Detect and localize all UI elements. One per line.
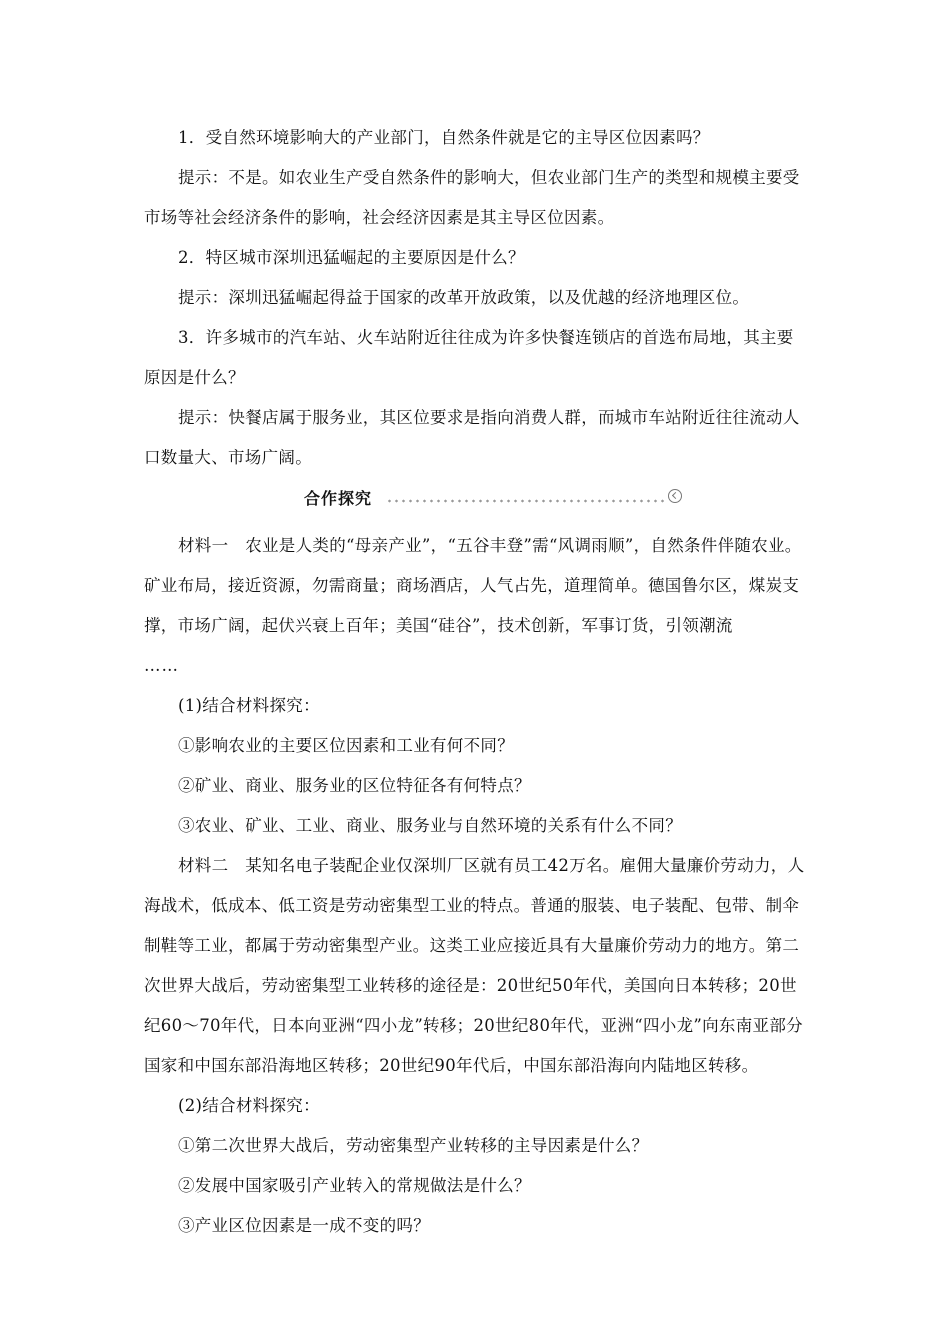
question-3: 3．许多城市的汽车站、火车站附近往往成为许多快餐连锁店的首选布局地，其主要原因是什么？ [144, 328, 794, 387]
explore-1-heading: (1)结合材料探究： [178, 696, 320, 715]
explore-2-item: ①第二次世界大战后，劳动密集型产业转移的主导因素是什么？ [178, 1136, 649, 1155]
answer-2: 提示：深圳迅猛崛起得益于国家的改革开放政策，以及优越的经济地理区位。 [178, 288, 750, 307]
explore-2-heading: (2)结合材料探究： [178, 1096, 320, 1115]
material-2: 材料二 某知名电子装配企业仅深圳厂区就有员工42万名。雇佣大量廉价劳动力，人海战术，低成本、低工资是劳动密集型工业的特点。普通的服装、电子装配、包带、制伞制鞋等工业，都属于劳动密集型产业。这类工业应接近具有大量廉价劳动力的地方。第二次世界大战后，劳动密集型工业转移的途径是：20世纪50年代，美国向日本转移；20世纪60～70年代，日本向亚洲“四小龙”转移；20世纪80年代，亚洲“四小龙”向东南亚部分国家和中国东部沿海地区转移；20世纪90年代后，中国东部沿海向内陆地区转移。 [144, 856, 805, 1075]
material-1-ellipsis: …… [144, 656, 179, 675]
section-header [144, 482, 808, 518]
material-1: 材料一 农业是人类的“母亲产业”，“五谷丰登”需“风调雨顺”，自然条件伴随农业。矿业布局，接近资源，勿需商量；商场酒店，人气占先，道理简单。德国鲁尔区，煤炭支撑，市场广阔，起伏兴衰上百年；美国“硅谷”，技术创新，军事订货，引领潮流 [144, 536, 802, 635]
document-content [144, 118, 808, 1246]
answer-3: 提示：快餐店属于服务业，其区位要求是指向消费人群，而城市车站附近往往流动人口数量大、市场广阔。 [144, 408, 800, 467]
answer-1: 提示：不是。如农业生产受自然条件的影响大，但农业部门生产的类型和规模主要受市场等社会经济条件的影响，社会经济因素是其主导区位因素。 [144, 168, 800, 227]
explore-1-item: ②矿业、商业、服务业的区位特征各有何特点？ [178, 776, 531, 795]
question-1: 1．受自然环境影响大的产业部门，自然条件就是它的主导区位因素吗？ [178, 128, 710, 147]
explore-2-item: ②发展中国家吸引产业转入的常规做法是什么？ [178, 1176, 531, 1195]
section-title: 合作探究 [304, 489, 373, 508]
question-2: 2．特区城市深圳迅猛崛起的主要原因是什么？ [178, 248, 525, 267]
chevron-left-circle-icon [668, 489, 682, 503]
explore-1-item: ①影响农业的主要区位因素和工业有何不同？ [178, 736, 514, 755]
explore-1-item: ③农业、矿业、工业、商业、服务业与自然环境的关系有什么不同？ [178, 816, 682, 835]
explore-2-item: ③产业区位因素是一成不变的吗？ [178, 1216, 430, 1235]
section-dotted-divider [386, 499, 666, 503]
